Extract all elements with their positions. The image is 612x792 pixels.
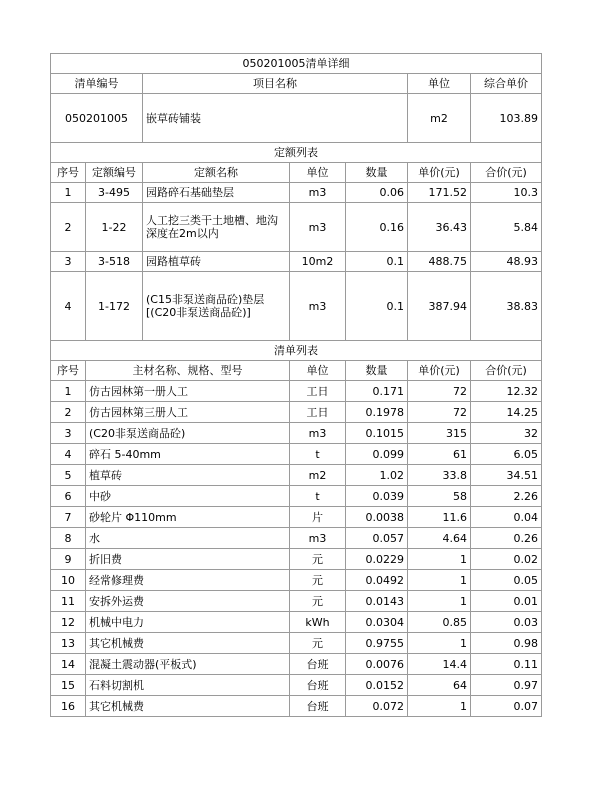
- quota-qty: 0.1: [346, 252, 408, 272]
- material-unit-price: 58: [408, 486, 471, 507]
- material-unit: 工日: [290, 402, 346, 423]
- material-qty: 0.171: [346, 381, 408, 402]
- bill-name-header: 项目名称: [143, 74, 408, 94]
- quota-qty: 0.06: [346, 183, 408, 203]
- material-name: 碎石 5-40mm: [86, 444, 290, 465]
- material-row: [51, 654, 542, 675]
- quota-row: [51, 272, 542, 341]
- material-unit: m3: [290, 423, 346, 444]
- material-name: 其它机械费: [86, 696, 290, 717]
- bill-price: 103.89: [471, 94, 542, 143]
- quota-qty: 0.16: [346, 203, 408, 252]
- quota-code: 1-172: [86, 272, 143, 341]
- material-seq: 7: [51, 507, 86, 528]
- material-total: 0.05: [471, 570, 542, 591]
- material-qty: 0.9755: [346, 633, 408, 654]
- bill-code: 050201005: [51, 94, 143, 143]
- material-total: 0.03: [471, 612, 542, 633]
- material-unit: 台班: [290, 696, 346, 717]
- material-unit: m2: [290, 465, 346, 486]
- material-unit: 工日: [290, 381, 346, 402]
- material-unit: kWh: [290, 612, 346, 633]
- material-name: 其它机械费: [86, 633, 290, 654]
- quota-unit-price-header: 单价(元): [408, 163, 471, 183]
- quota-row: [51, 183, 542, 203]
- material-qty: 0.0152: [346, 675, 408, 696]
- material-row: [51, 507, 542, 528]
- material-unit-price: 1: [408, 570, 471, 591]
- material-unit: 台班: [290, 675, 346, 696]
- material-row: [51, 591, 542, 612]
- material-name-header: 主材名称、规格、型号: [86, 361, 290, 381]
- material-section-title: 清单列表: [51, 341, 542, 361]
- bill-detail-table: [50, 53, 542, 717]
- bill-unit: m2: [408, 94, 471, 143]
- bill-code-header: 清单编号: [51, 74, 143, 94]
- material-unit: 片: [290, 507, 346, 528]
- quota-seq: 1: [51, 183, 86, 203]
- material-unit-price: 33.8: [408, 465, 471, 486]
- quota-total: 38.83: [471, 272, 542, 341]
- material-seq: 4: [51, 444, 86, 465]
- material-unit-price-header: 单价(元): [408, 361, 471, 381]
- material-name: 中砂: [86, 486, 290, 507]
- quota-seq-header: 序号: [51, 163, 86, 183]
- material-row: [51, 444, 542, 465]
- quota-seq: 4: [51, 272, 86, 341]
- quota-unit: m3: [290, 183, 346, 203]
- quota-name: 园路碎石基础垫层: [143, 183, 290, 203]
- material-total: 0.26: [471, 528, 542, 549]
- material-name: 机械中电力: [86, 612, 290, 633]
- material-seq: 13: [51, 633, 86, 654]
- quota-unit-price: 171.52: [408, 183, 471, 203]
- material-seq: 1: [51, 381, 86, 402]
- material-qty: 1.02: [346, 465, 408, 486]
- quota-row: [51, 203, 542, 252]
- material-seq: 3: [51, 423, 86, 444]
- material-unit: t: [290, 486, 346, 507]
- quota-seq: 3: [51, 252, 86, 272]
- quota-qty: 0.1: [346, 272, 408, 341]
- material-name: 混凝土震动器(平板式): [86, 654, 290, 675]
- material-row: [51, 696, 542, 717]
- material-name: 仿古园林第一册人工: [86, 381, 290, 402]
- material-row: [51, 612, 542, 633]
- material-qty: 0.0492: [346, 570, 408, 591]
- title-row: [51, 54, 542, 74]
- material-seq: 15: [51, 675, 86, 696]
- material-total: 12.32: [471, 381, 542, 402]
- material-qty: 0.0304: [346, 612, 408, 633]
- quota-section-row: [51, 143, 542, 163]
- material-qty-header: 数量: [346, 361, 408, 381]
- material-row: [51, 402, 542, 423]
- material-qty: 0.0076: [346, 654, 408, 675]
- material-qty: 0.0229: [346, 549, 408, 570]
- quota-code: 3-518: [86, 252, 143, 272]
- quota-total: 48.93: [471, 252, 542, 272]
- material-row: [51, 675, 542, 696]
- quota-seq: 2: [51, 203, 86, 252]
- material-row: [51, 528, 542, 549]
- quota-row: [51, 252, 542, 272]
- material-unit-price: 1: [408, 633, 471, 654]
- quota-name-header: 定额名称: [143, 163, 290, 183]
- quota-name: (C15非泵送商品砼)垫层[(C20非泵送商品砼)]: [143, 272, 290, 341]
- material-total: 0.07: [471, 696, 542, 717]
- quota-name: 园路植草砖: [143, 252, 290, 272]
- material-section-row: [51, 341, 542, 361]
- material-total: 14.25: [471, 402, 542, 423]
- material-total: 0.11: [471, 654, 542, 675]
- material-total: 32: [471, 423, 542, 444]
- material-total: 0.97: [471, 675, 542, 696]
- material-unit-price: 64: [408, 675, 471, 696]
- material-name: 安拆外运费: [86, 591, 290, 612]
- material-unit: m3: [290, 528, 346, 549]
- quota-code-header: 定额编号: [86, 163, 143, 183]
- material-total: 0.01: [471, 591, 542, 612]
- material-total: 0.98: [471, 633, 542, 654]
- material-qty: 0.1978: [346, 402, 408, 423]
- material-unit-price: 72: [408, 402, 471, 423]
- quota-code: 3-495: [86, 183, 143, 203]
- material-name: 砂轮片 Φ110mm: [86, 507, 290, 528]
- material-row: [51, 486, 542, 507]
- material-total-header: 合价(元): [471, 361, 542, 381]
- quota-code: 1-22: [86, 203, 143, 252]
- material-total: 0.02: [471, 549, 542, 570]
- material-seq: 10: [51, 570, 86, 591]
- quota-qty-header: 数量: [346, 163, 408, 183]
- material-row: [51, 570, 542, 591]
- page-title: 050201005清单详细: [51, 54, 542, 74]
- quota-total: 10.3: [471, 183, 542, 203]
- material-row: [51, 465, 542, 486]
- material-unit-price: 61: [408, 444, 471, 465]
- material-unit-price: 14.4: [408, 654, 471, 675]
- material-unit: 元: [290, 549, 346, 570]
- material-qty: 0.099: [346, 444, 408, 465]
- material-seq: 2: [51, 402, 86, 423]
- material-name: 水: [86, 528, 290, 549]
- material-unit-price: 315: [408, 423, 471, 444]
- quota-total-header: 合价(元): [471, 163, 542, 183]
- quota-unit-price: 488.75: [408, 252, 471, 272]
- quota-name: 人工挖三类干土地槽、地沟深度在2m以内: [143, 203, 290, 252]
- material-row: [51, 549, 542, 570]
- quota-unit: m3: [290, 203, 346, 252]
- quota-total: 5.84: [471, 203, 542, 252]
- material-qty: 0.057: [346, 528, 408, 549]
- material-unit-price: 1: [408, 696, 471, 717]
- material-unit-price: 4.64: [408, 528, 471, 549]
- material-qty: 0.0038: [346, 507, 408, 528]
- material-seq: 9: [51, 549, 86, 570]
- material-unit: 元: [290, 570, 346, 591]
- quota-unit: 10m2: [290, 252, 346, 272]
- material-qty: 0.039: [346, 486, 408, 507]
- quota-unit-price: 387.94: [408, 272, 471, 341]
- quota-unit: m3: [290, 272, 346, 341]
- material-row: [51, 381, 542, 402]
- material-qty: 0.0143: [346, 591, 408, 612]
- bill-name: 嵌草砖铺装: [143, 94, 408, 143]
- material-seq: 12: [51, 612, 86, 633]
- material-name: 植草砖: [86, 465, 290, 486]
- material-name: 经常修理费: [86, 570, 290, 591]
- material-unit-price: 11.6: [408, 507, 471, 528]
- material-seq: 14: [51, 654, 86, 675]
- material-seq: 5: [51, 465, 86, 486]
- material-header-row: [51, 361, 542, 381]
- material-row: [51, 633, 542, 654]
- material-qty: 0.1015: [346, 423, 408, 444]
- bill-row: [51, 94, 542, 143]
- material-name: 仿古园林第三册人工: [86, 402, 290, 423]
- material-unit-header: 单位: [290, 361, 346, 381]
- material-unit-price: 1: [408, 549, 471, 570]
- material-row: [51, 423, 542, 444]
- material-name: (C20非泵送商品砼): [86, 423, 290, 444]
- material-total: 2.26: [471, 486, 542, 507]
- material-unit: 台班: [290, 654, 346, 675]
- material-unit: 元: [290, 633, 346, 654]
- quota-header-row: [51, 163, 542, 183]
- material-total: 34.51: [471, 465, 542, 486]
- material-seq: 11: [51, 591, 86, 612]
- material-total: 0.04: [471, 507, 542, 528]
- material-unit-price: 72: [408, 381, 471, 402]
- material-seq: 6: [51, 486, 86, 507]
- material-unit-price: 1: [408, 591, 471, 612]
- material-name: 折旧费: [86, 549, 290, 570]
- material-unit: t: [290, 444, 346, 465]
- material-unit-price: 0.85: [408, 612, 471, 633]
- material-seq-header: 序号: [51, 361, 86, 381]
- material-seq: 16: [51, 696, 86, 717]
- quota-section-title: 定额列表: [51, 143, 542, 163]
- bill-unit-header: 单位: [408, 74, 471, 94]
- material-seq: 8: [51, 528, 86, 549]
- quota-unit-price: 36.43: [408, 203, 471, 252]
- material-name: 石料切割机: [86, 675, 290, 696]
- material-qty: 0.072: [346, 696, 408, 717]
- material-unit: 元: [290, 591, 346, 612]
- bill-header-row: [51, 74, 542, 94]
- quota-unit-header: 单位: [290, 163, 346, 183]
- material-total: 6.05: [471, 444, 542, 465]
- bill-price-header: 综合单价: [471, 74, 542, 94]
